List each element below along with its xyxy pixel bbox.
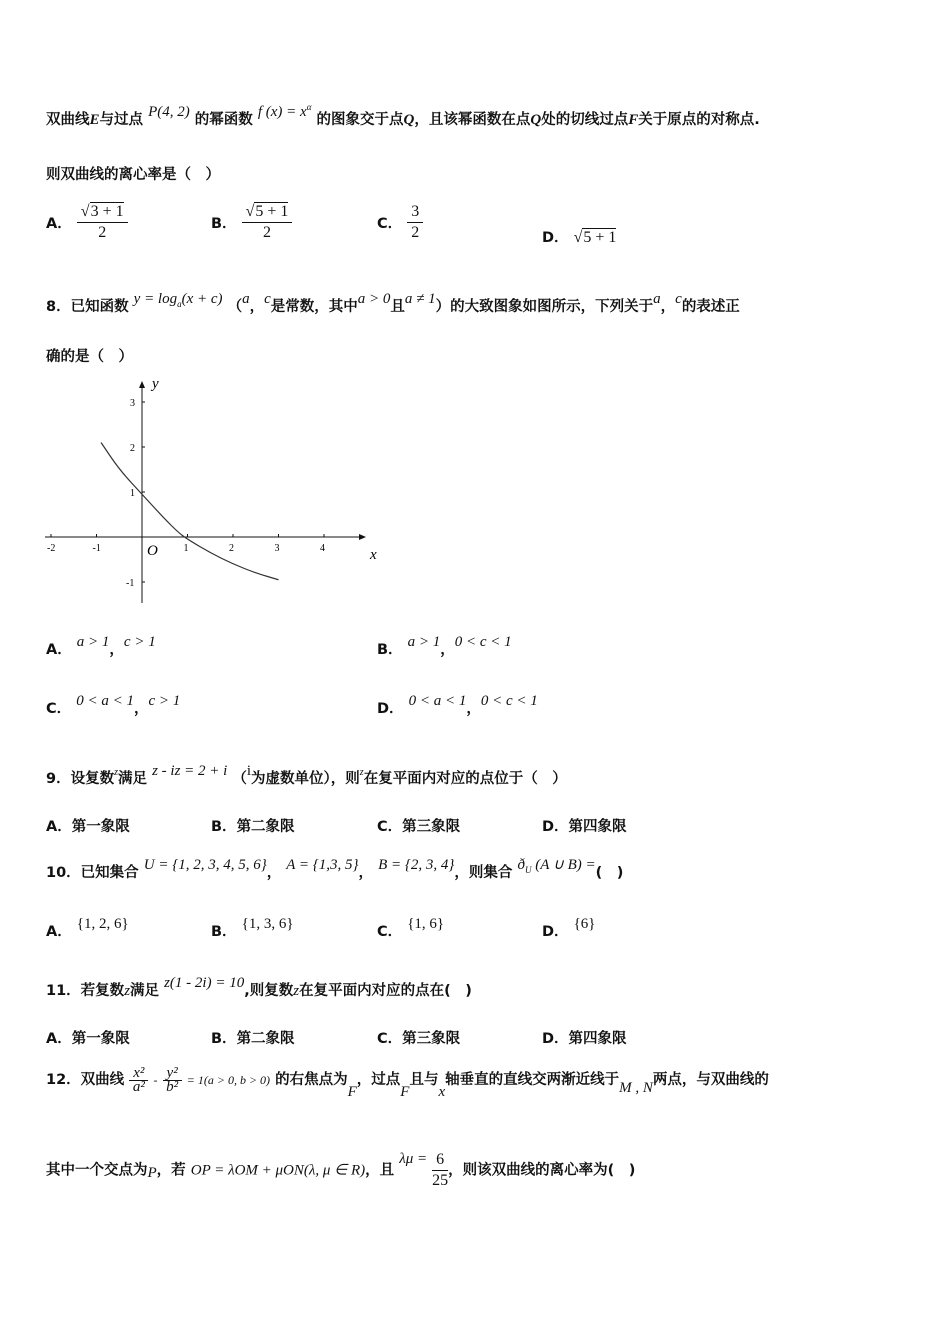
text: 的右焦点为 (275, 1072, 348, 1088)
option-text: 第四象限 (568, 819, 627, 835)
fraction: $\frac{√3 + 1}{2}$ (77, 202, 128, 243)
option-text: 第一象限 (71, 819, 130, 835)
denominator: 2 (263, 224, 272, 241)
set-A: A = {1,3, 5} (286, 857, 359, 873)
numerator: 5 + 1 (255, 203, 289, 220)
option-label: B． (211, 924, 237, 940)
complement-sub: U (524, 865, 532, 875)
x-tick-label: 2 (229, 543, 234, 554)
option-label: D． (542, 924, 569, 940)
option-label: B． (211, 216, 237, 232)
option-text: 第二象限 (236, 1031, 295, 1047)
option-text: {1, 6} (407, 916, 445, 932)
option-label: B． (377, 642, 403, 658)
equation-rest: = 1(a > 0, b > 0) (186, 1073, 271, 1087)
text: ， (249, 299, 265, 315)
option-text: {1, 3, 6} (241, 916, 294, 932)
complement-symbol: ð (517, 857, 525, 873)
separator: ， (133, 701, 149, 717)
option-label: D． (377, 701, 404, 717)
question-number: 10．已知集合 (46, 865, 139, 881)
q10-option-b[interactable] (211, 916, 294, 941)
denominator: 2 (411, 224, 420, 241)
text: ，过点 (356, 1072, 401, 1088)
log-function (134, 291, 223, 307)
text: 在复平面内对应的点在( ) (299, 983, 472, 999)
var-i: i (246, 763, 252, 779)
option-label: A． (46, 216, 72, 232)
option-value: 5 + 1 (583, 229, 617, 246)
option-label: D． (542, 819, 569, 835)
numerator: 6 (432, 1150, 448, 1171)
x-tick-label: 4 (320, 543, 325, 554)
option-text: 第二象限 (236, 819, 295, 835)
y-axis-label: y (152, 376, 159, 392)
var-E: E (89, 112, 100, 128)
option-label: C． (377, 924, 403, 940)
option-label: B． (211, 819, 237, 835)
text: ，若 (156, 1162, 186, 1179)
q8-option-d[interactable] (377, 693, 538, 718)
var-F: F (400, 1084, 410, 1100)
q11-line (46, 975, 472, 1000)
point-P: P(4, 2) (148, 104, 190, 120)
var-z: z (293, 983, 300, 999)
option-label: A． (46, 642, 72, 658)
func-exp: α (306, 102, 312, 112)
points-MN: M , N (619, 1080, 653, 1096)
text: ，则该双曲线的离心率为( ) (448, 1162, 636, 1179)
separator: ， (266, 865, 282, 881)
var-x: x (438, 1084, 446, 1100)
x-axis-label: x (370, 547, 377, 563)
q8-option-a[interactable] (46, 634, 156, 659)
option-label: C． (46, 701, 72, 717)
y-tick-label: -1 (126, 578, 135, 589)
option-text: 第一象限 (71, 1031, 130, 1047)
var-F: F (347, 1084, 357, 1100)
option-label: D． (542, 1031, 569, 1047)
fraction (432, 1150, 448, 1191)
text: ，则集合 (454, 865, 513, 881)
minus: - (153, 1073, 158, 1087)
text: （ (232, 771, 247, 787)
q7-option-d[interactable]: D． √5 + 1 (542, 229, 617, 246)
denominator: a² (132, 1078, 145, 1095)
q9-option-d[interactable] (542, 815, 627, 836)
q7-line2: 则双曲线的离心率是（ ） (46, 167, 220, 183)
vector-equation: OP = λOM + μON(λ, μ ∈ R) (190, 1162, 366, 1179)
option-label: D． (542, 230, 569, 246)
text: （ (227, 299, 243, 315)
option-label: C． (377, 1031, 403, 1047)
option-text: 第三象限 (402, 819, 461, 835)
numerator: x² (129, 1067, 148, 1081)
y-tick-label: 3 (130, 398, 135, 409)
text: 双曲线 (46, 112, 90, 128)
text: 的表述正 (681, 299, 740, 315)
text: 其中一个交点为 (46, 1162, 148, 1179)
text: ，且 (365, 1162, 395, 1179)
complement-expr (517, 857, 595, 873)
text: 轴垂直的直线交两渐近线于 (445, 1072, 620, 1088)
question-number: 8．已知函数 (46, 299, 129, 315)
text: 两点，与双曲线的 (652, 1072, 769, 1088)
text: 满足 (118, 771, 147, 787)
x-tick-label: -2 (47, 543, 56, 554)
var-P: P (147, 1164, 157, 1181)
text: 为虚数单位），则 (251, 771, 360, 787)
q8-option-c[interactable] (46, 693, 181, 718)
text: 的幂函数 (194, 112, 253, 128)
question-number: 11．若复数 (46, 983, 125, 999)
option-part: c > 1 (148, 693, 181, 709)
q11-option-a[interactable] (46, 1027, 130, 1048)
question-number: 12．双曲线 (46, 1072, 125, 1088)
power-function (258, 104, 312, 120)
var-z: z (114, 767, 118, 778)
q11-option-b[interactable] (211, 1027, 295, 1048)
numerator: y² (163, 1067, 182, 1081)
q10-option-c[interactable] (377, 916, 445, 941)
fraction: $\frac{√5 + 1}{2}$ (242, 202, 293, 243)
q9-option-b[interactable] (211, 815, 295, 836)
fraction-x (129, 1064, 148, 1095)
q11-option-d[interactable] (542, 1027, 627, 1048)
x-tick-label: 3 (274, 543, 280, 554)
denominator: b² (166, 1078, 179, 1095)
x-tick-label: -1 (92, 543, 101, 554)
expr: (A ∪ B) = (535, 857, 596, 873)
option-text: 第四象限 (568, 1031, 627, 1047)
set-B: B = {2, 3, 4} (378, 857, 455, 873)
var-a: a (653, 291, 661, 307)
option-label: C． (377, 819, 403, 835)
var-z: z (124, 983, 131, 999)
y-tick-label: 2 (130, 443, 135, 454)
origin-label: O (147, 543, 158, 559)
text: ,则复数 (244, 983, 294, 999)
text: 且 (390, 299, 405, 315)
separator: ， (466, 701, 481, 717)
q7-option-b[interactable] (211, 202, 292, 243)
equation: z - iz = 2 + i (152, 763, 228, 779)
var-F: F (628, 112, 639, 128)
y-tick-label: 1 (130, 488, 135, 499)
func-arg: (x + c) (181, 291, 223, 307)
func-text: y = log (133, 291, 178, 307)
q10-option-a[interactable] (46, 916, 129, 941)
text: 在复平面内对应的点位于（ ） (363, 771, 567, 787)
numerator: 3 + 1 (90, 203, 124, 220)
option-part: 0 < a < 1 (76, 693, 134, 709)
denominator: 2 (98, 224, 107, 241)
var-c: c (675, 291, 682, 307)
option-label: A． (46, 819, 72, 835)
option-part: c > 1 (123, 634, 156, 650)
function-graph (40, 370, 400, 610)
q7-option-c[interactable] (377, 202, 423, 243)
q10-option-d[interactable] (542, 916, 596, 941)
q7-line1 (46, 102, 760, 129)
text: 且与 (409, 1072, 439, 1088)
option-part: 0 < c < 1 (480, 693, 538, 709)
q8-option-b[interactable] (377, 634, 512, 659)
option-part: a > 1 (76, 634, 110, 650)
condition: a ≠ 1 (404, 291, 436, 307)
var-Q: Q (530, 112, 542, 128)
option-label: C． (377, 216, 403, 232)
var-Q: Q (403, 112, 415, 128)
separator: ， (440, 642, 455, 658)
fraction (407, 202, 423, 243)
option-label: A． (46, 1031, 72, 1047)
option-text: 第三象限 (402, 1031, 461, 1047)
option-part: a > 1 (407, 634, 441, 650)
q11-option-c[interactable] (377, 1027, 460, 1048)
log-base: a (177, 299, 182, 309)
q12-line1 (46, 1060, 769, 1100)
text: 关于原点的对称点. (638, 112, 760, 128)
condition: a > 0 (357, 291, 391, 307)
lambda-mu: λμ = (399, 1150, 428, 1167)
text: ，且该幂函数在点 (414, 112, 531, 128)
option-part: 0 < c < 1 (454, 634, 512, 650)
var-z: z (359, 767, 364, 778)
var-c: c (264, 291, 271, 307)
numerator: 3 (407, 202, 423, 223)
text: ， (660, 299, 676, 315)
text: 处的切线过点 (541, 112, 629, 128)
text: 满足 (130, 983, 160, 999)
option-part: 0 < a < 1 (408, 693, 467, 709)
x-tick-label: 1 (183, 543, 189, 554)
q7-option-a[interactable] (46, 202, 128, 243)
q12-line2 (46, 1150, 635, 1191)
text: ( ) (595, 865, 624, 881)
text: 是常数，其中 (270, 299, 358, 315)
text: 与过点 (99, 112, 144, 128)
text: 的图象交于点 (316, 112, 404, 128)
option-label: A． (46, 924, 72, 940)
var-a: a (242, 291, 250, 307)
function-curve (101, 443, 278, 580)
q8-line1 (46, 291, 740, 317)
q9-line (46, 763, 567, 788)
fraction-y (163, 1064, 182, 1095)
denominator: 25 (432, 1172, 449, 1189)
option-label: B． (211, 1031, 237, 1047)
func-text: f (x) = x (257, 104, 307, 120)
separator: ， (358, 865, 374, 881)
option-text: {1, 2, 6} (76, 916, 129, 932)
equation: z(1 - 2i) = 10 (164, 975, 245, 991)
q9-option-c[interactable] (377, 815, 460, 836)
set-U: U = {1, 2, 3, 4, 5, 6} (143, 857, 267, 873)
question-number: 9．设复数 (46, 771, 115, 787)
q8-line2: 确的是（ ） (46, 349, 133, 365)
q9-option-a[interactable] (46, 815, 130, 836)
q10-line (46, 857, 624, 883)
option-text: {6} (573, 916, 596, 932)
separator: ， (109, 642, 124, 658)
text: ）的大致图象如图所示，下列关于 (435, 299, 654, 315)
